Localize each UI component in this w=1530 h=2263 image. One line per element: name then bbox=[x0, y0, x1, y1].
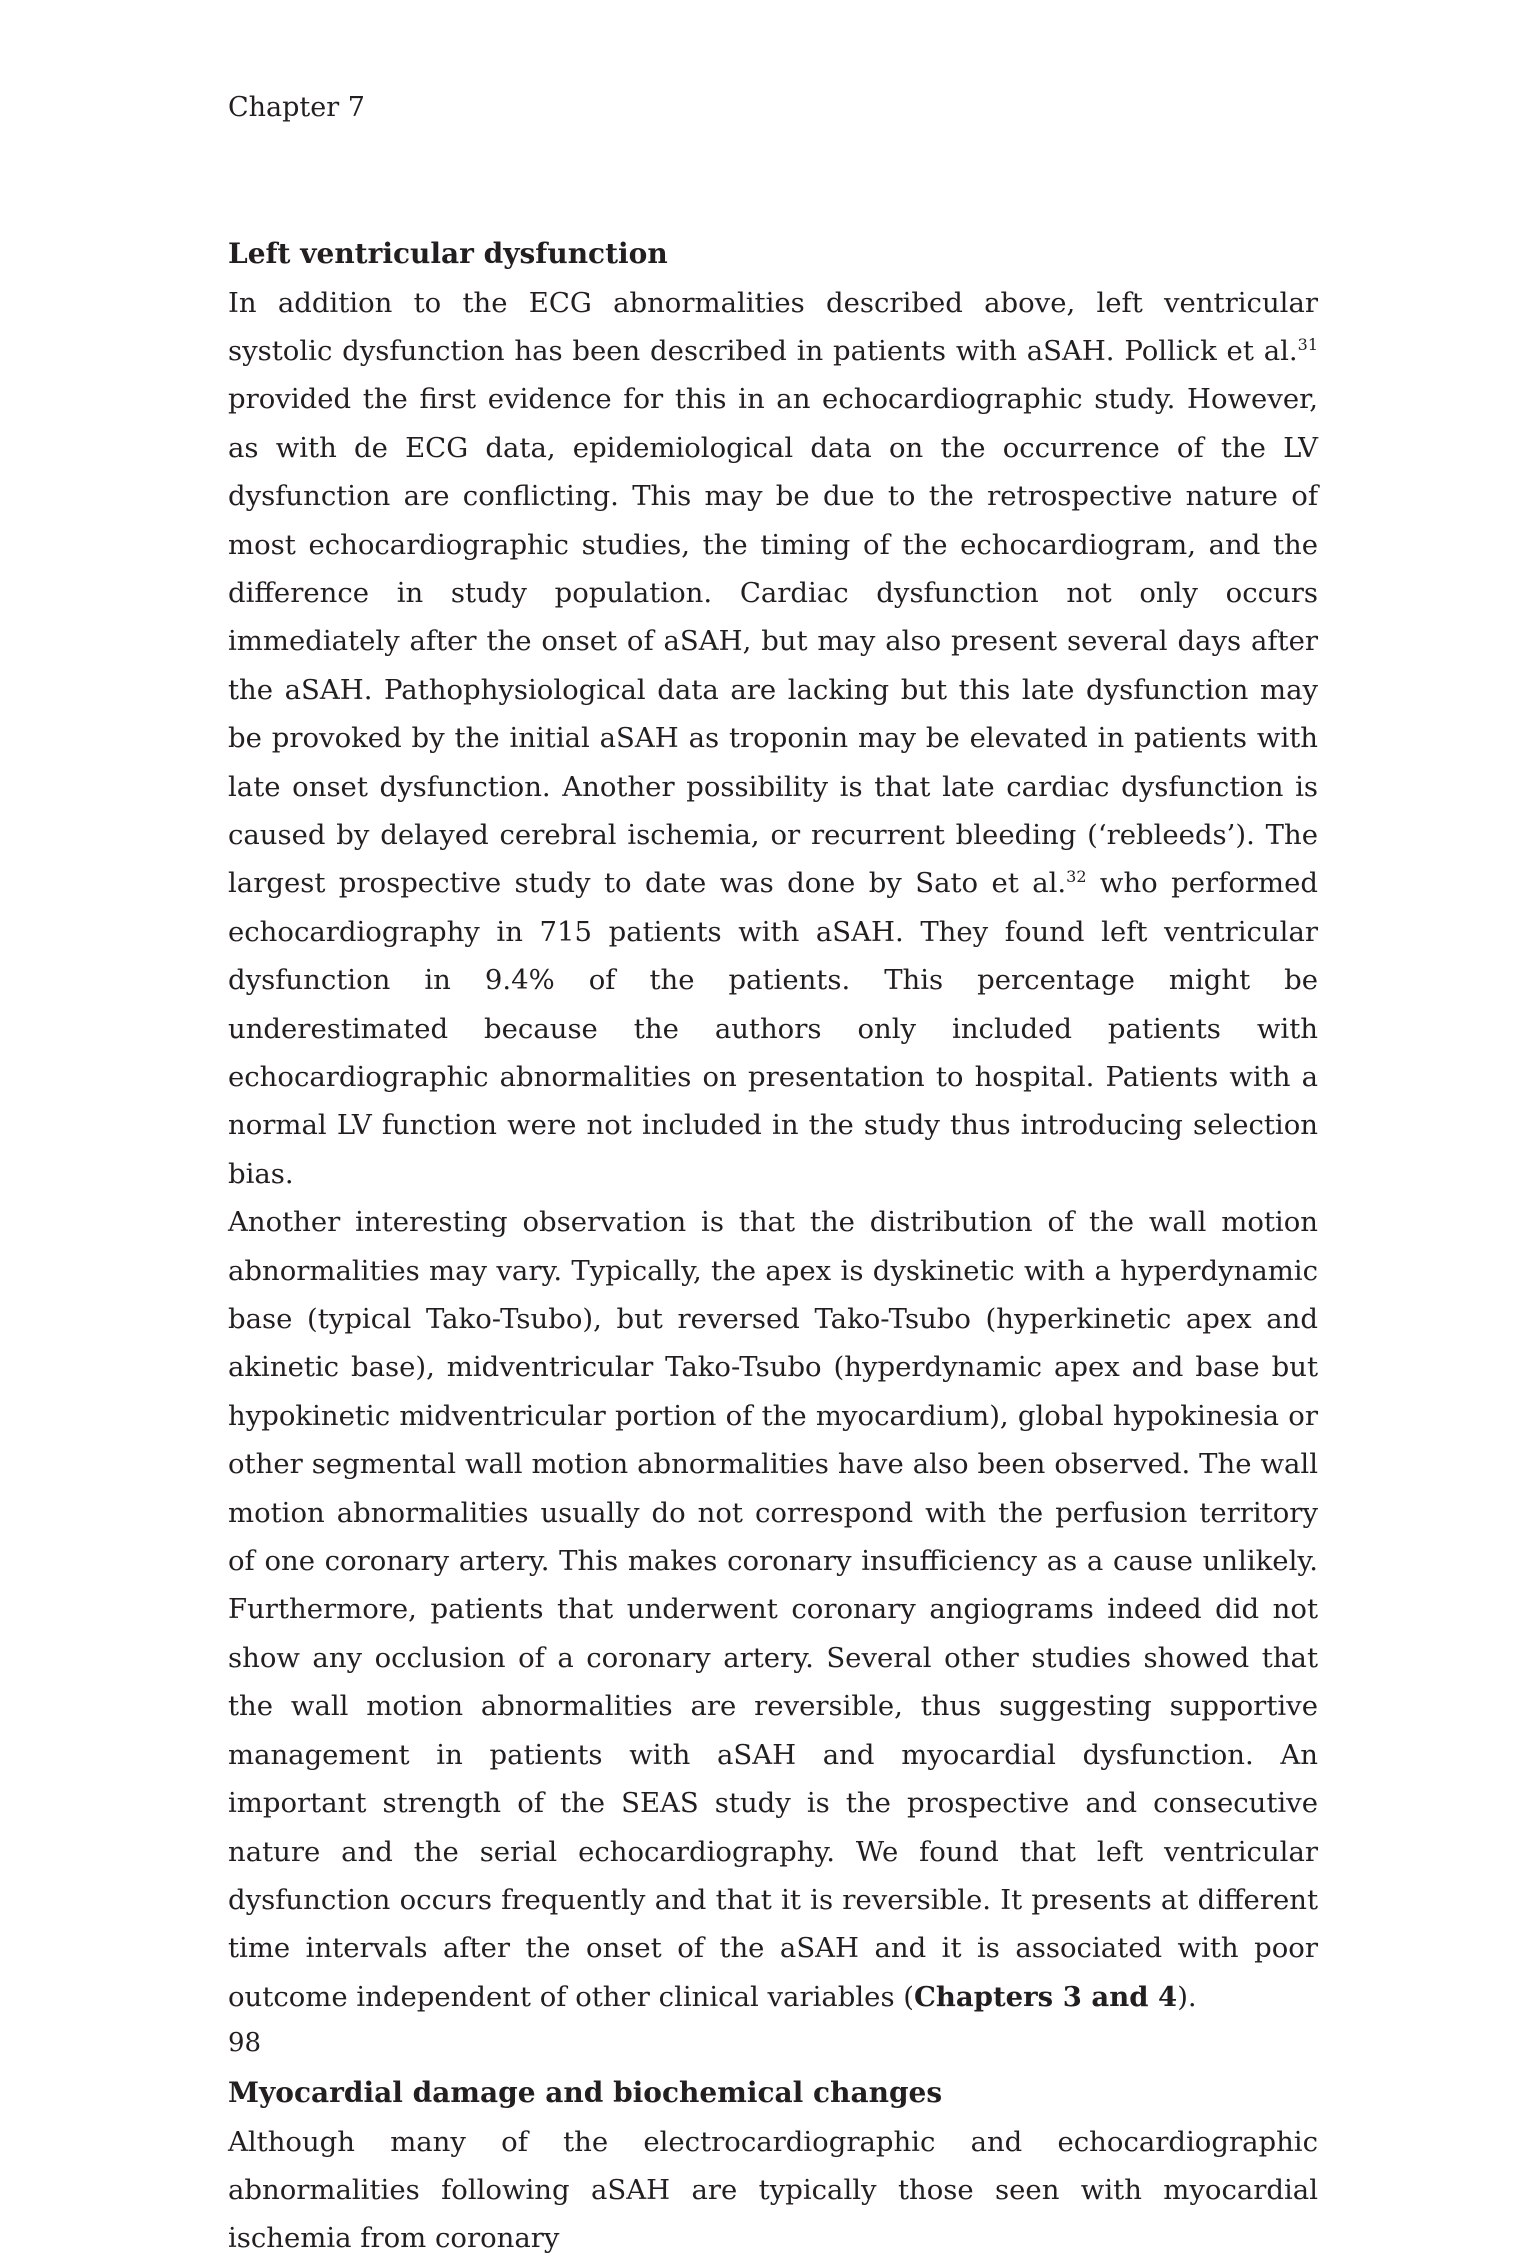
chapter-reference: Chapters 3 and 4 bbox=[914, 1980, 1178, 2013]
paragraph bbox=[228, 2118, 1318, 2263]
text-run: Although many of the electrocardiographic and echocardiographic abnormalities following aSAH are typically those seen with myocardial ischemia from coronary bbox=[228, 2125, 1318, 2255]
page-body bbox=[228, 230, 1318, 2263]
paragraph bbox=[228, 279, 1318, 1199]
running-head: Chapter 7 bbox=[228, 92, 365, 123]
section-heading-myocardial-damage: Myocardial damage and biochemical changes bbox=[228, 2076, 943, 2110]
page-number: 98 bbox=[228, 2028, 262, 2058]
citation-ref: 32 bbox=[1066, 867, 1087, 887]
text-run: who performed echocardiography in 715 patients with aSAH. They found left ventricular dysfunction in 9.4% of the patients. This percentage might be underestimated because the authors only included patients with echocardiographic abnormalities on presentation to hospital. Patients with a normal LV function were not included in the study thus introducing selection bias. bbox=[228, 867, 1318, 1190]
paragraph bbox=[228, 1198, 1318, 2021]
text-run: In addition to the ECG abnormalities described above, left ventricular systolic dysfunction has been described in patients with aSAH. Pollick et al. bbox=[228, 286, 1318, 367]
text-run: Another interesting observation is that the distribution of the wall motion abnormalities may vary. Typically, the apex is dyskinetic with a hyperdynamic base (typical Tako-Tsubo), but reversed Tako-Tsubo (hyperkinetic apex and akinetic base), midventricular Tako-Tsubo (hyperdynamic apex and base but hypokinetic midventricular portion of the myocardium), global hypokinesia or other segmental wall motion abnormalities have also been observed. The wall motion abnormalities usually do not correspond with the perfusion territory of one coronary artery. This makes coronary insufficiency as a cause unlikely. Furthermore, patients that underwent coronary angiograms indeed did not show any occlusion of a coronary artery. Several other studies showed that the wall motion abnormalities are reversible, thus suggesting supportive management in patients with aSAH and myocardial dysfunction. An important strength of the SEAS study is the prospective and consecutive nature and the serial echocardiography. We found that left ventricular dysfunction occurs frequently and that it is reversible. It presents at different time intervals after the onset of the aSAH and it is associated with poor outcome independent of other clinical variables ( bbox=[228, 1206, 1318, 2013]
section-heading-lv-dysfunction: Left ventricular dysfunction bbox=[228, 237, 668, 270]
text-run: provided the first evidence for this in an echocardiographic study. However, as with de ECG data, epidemiological data on the occurrence of the LV dysfunction are conflicting. This may be due to the retrospective nature of most echocardiographic studies, the timing of the echocardiogram, and the difference in study population. Cardiac dysfunction not only occurs immediately after the onset of aSAH, but may also present several days after the aSAH. Pathophysiological data are lacking but this late dysfunction may be provoked by the initial aSAH as troponin may be elevated in patients with late onset dysfunction. Another possibility is that late cardiac dysfunction is caused by delayed cerebral ischemia, or recurrent bleeding (‘rebleeds’). The largest prospective study to date was done by Sato et al. bbox=[228, 383, 1318, 900]
text-run: ). bbox=[1177, 1980, 1197, 2013]
citation-ref: 31 bbox=[1297, 334, 1318, 354]
